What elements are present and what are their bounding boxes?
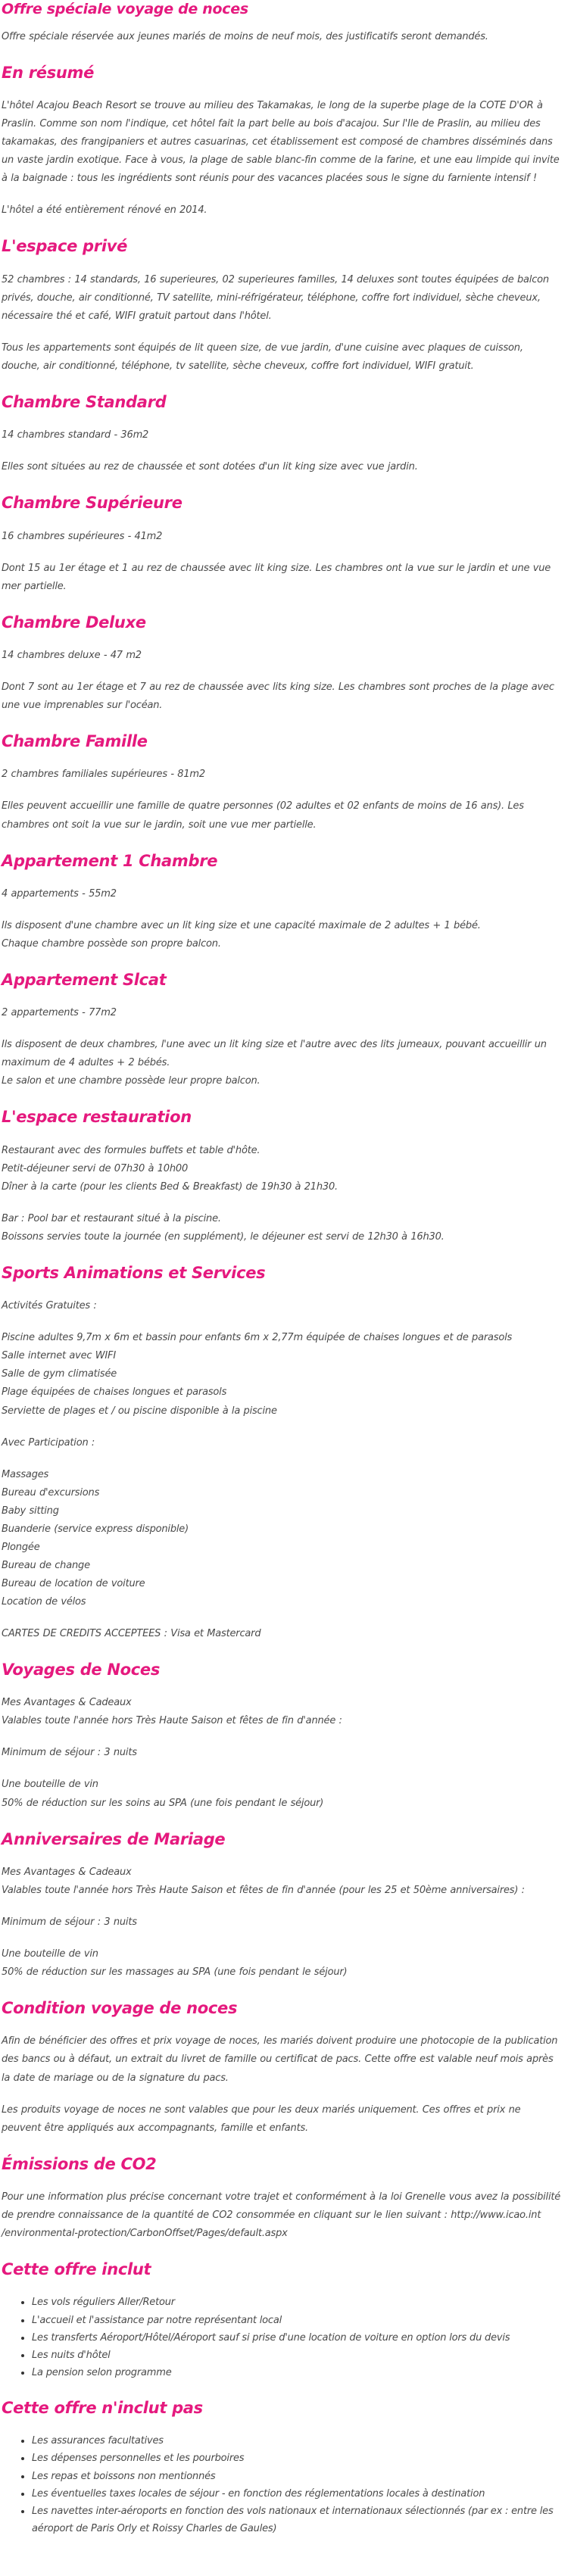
co2-text: Pour une information plus précise concernant votre trajet et conformément à la loi Grenelle vous avez la possibilité de prendre connaissance de la quantité de CO2 consommée en cliquant sur le lien suivant : http://www.icao.int /environmental-protection/CarbonOffset/Pages/default.aspx xyxy=(2,2191,561,2240)
restauration-line: Petit-déjeuner servi de 07h30 à 10h00 xyxy=(2,1162,189,1174)
anniversaires-line: 50% de réduction sur les massages au SPA (une fois pendant le séjour) xyxy=(2,1966,348,1979)
restauration-line: Dîner à la carte (pour les clients Bed & Breakfast) de 19h30 à 21h30. xyxy=(2,1180,338,1193)
anniversaires-section xyxy=(2,1829,562,1982)
appart2-count: 2 appartements - 77m2 xyxy=(2,1007,117,1019)
inclut-section xyxy=(2,2259,562,2381)
activite-payante: Massages xyxy=(2,1468,49,1480)
anniversaires-minimum: Minimum de séjour : 3 nuits xyxy=(2,1916,137,1928)
anniversaires-line: Valables toute l'année hors Très Haute Saison et fêtes de fin d'année (pour les 25 et 50ème anniversaires) : xyxy=(2,1884,525,1896)
activite-payante: Baby sitting xyxy=(2,1505,59,1517)
offre-section xyxy=(2,0,562,46)
activite-payante: Bureau d'excursions xyxy=(2,1486,100,1499)
resume-section xyxy=(2,63,562,220)
prive-section xyxy=(2,236,562,376)
inclut-title: Cette offre inclut xyxy=(2,2260,151,2279)
prive-chambres: 52 chambres : 14 standards, 16 superieures, 02 superieures familles, 14 deluxes sont toutes équipées de balcon privés, douche, air conditionné, TV satellite, mini-réfrigérateur, téléphone, coffre fort individuel, sèche cheveux, nécessaire thé et café, WIFI gratuit partout dans l'hôtel. xyxy=(2,273,549,322)
sports-participation-label: Avec Participation : xyxy=(2,1436,95,1449)
activite-gratuite: Salle internet avec WIFI xyxy=(2,1350,116,1362)
deluxe-section xyxy=(2,613,562,715)
famille-section xyxy=(2,731,562,834)
resume-renovation: L'hôtel a été entièrement rénové en 2014. xyxy=(2,204,207,217)
sports-gratuites-label: Activités Gratuites : xyxy=(2,1300,97,1312)
appart2-title: Appartement Slcat xyxy=(2,970,167,989)
ninclut-section xyxy=(2,2398,562,2537)
ninclut-list xyxy=(2,2432,562,2537)
sports-participation-list xyxy=(2,1466,562,1611)
appart1-count: 4 appartements - 55m2 xyxy=(2,887,117,900)
anniversaires-title: Anniversaires de Mariage xyxy=(2,1829,226,1848)
condition-justificatifs: Afin de bénéficier des offres et prix voyage de noces, les mariés doivent produire une photocopie de la publication des bancs ou à défaut, un extrait du livret de famille ou certificat de pacs. Cette offre est valable neuf mois après la date de mariage ou de la signature du pacs. xyxy=(2,2035,558,2084)
list-item: • Les repas et boissons non mentionnés xyxy=(32,2468,562,2485)
appart2-desc-line: Ils disposent de deux chambres, l'une avec un lit king size et l'autre avec des lits jumeaux, pouvant accueillir un maximum de 4 adultes + 2 bébés. xyxy=(2,1039,547,1069)
inclut-list xyxy=(2,2294,562,2381)
list-item: • Les vols réguliers Aller/Retour xyxy=(32,2294,562,2311)
list-item: • Les navettes inter-aéroports en fonction des vols nationaux et internationaux sélectionnés (par ex : entre les aéroport de Paris Orly et Roissy Charles de Gaules) xyxy=(32,2503,562,2537)
standard-count: 14 chambres standard - 36m2 xyxy=(2,429,149,441)
offre-title: Offre spéciale voyage de noces xyxy=(2,1,248,17)
activite-payante: Buanderie (service express disponible) xyxy=(2,1523,189,1535)
deluxe-title: Chambre Deluxe xyxy=(2,613,146,632)
activite-payante: Bureau de change xyxy=(2,1559,90,1571)
activite-gratuite: Serviette de plages et / ou piscine disponible à la piscine xyxy=(2,1405,277,1417)
condition-validite: Les produits voyage de noces ne sont valables que pour les deux mariés uniquement. Ces offres et prix ne peuvent être appliqués aux accompagnants, famille et enfants. xyxy=(2,2104,521,2134)
sports-title: Sports Animations et Services xyxy=(2,1264,266,1282)
voyages-line: 50% de réduction sur les soins au SPA (une fois pendant le séjour) xyxy=(2,1797,324,1809)
co2-title: Émissions de CO2 xyxy=(2,2154,157,2173)
activite-payante: Location de vélos xyxy=(2,1595,86,1608)
voyages-cadeaux xyxy=(2,1776,562,1812)
ninclut-title: Cette offre n'inclut pas xyxy=(2,2399,203,2417)
restauration-line: Restaurant avec des formules buffets et table d'hôte. xyxy=(2,1144,260,1156)
famille-title: Chambre Famille xyxy=(2,732,148,751)
list-item: • Les assurances facultatives xyxy=(32,2432,562,2450)
superieure-desc: Dont 15 au 1er étage et 1 au rez de chaussée avec lit king size. Les chambres ont la vue sur le jardin et une vue mer partielle. xyxy=(2,562,551,592)
resume-title: En résumé xyxy=(2,63,95,82)
sports-section xyxy=(2,1263,562,1643)
activite-gratuite: Salle de gym climatisée xyxy=(2,1368,117,1380)
appart2-section xyxy=(2,970,562,1090)
voyages-line: Valables toute l'année hors Très Haute Saison et fêtes de fin d'année : xyxy=(2,1715,342,1727)
restauration-line: Boissons servies toute la journée (en supplément), le déjeuner est servi de 12h30 à 16h30. xyxy=(2,1230,445,1243)
superieure-section xyxy=(2,493,562,595)
superieure-count: 16 chambres supérieures - 41m2 xyxy=(2,530,163,542)
voyages-line: Une bouteille de vin xyxy=(2,1779,98,1791)
prive-title: L'espace privé xyxy=(2,237,128,256)
appart2-desc-line: Le salon et une chambre possède leur propre balcon. xyxy=(2,1075,260,1087)
appart1-desc-line: Ils disposent d'une chambre avec un lit king size et une capacité maximale de 2 adultes + 1 bébé. xyxy=(2,919,481,931)
list-item: • L'accueil et l'assistance par notre représentant local xyxy=(32,2312,562,2329)
restauration-bar xyxy=(2,1210,562,1246)
voyages-title: Voyages de Noces xyxy=(2,1661,161,1679)
superieure-title: Chambre Supérieure xyxy=(2,494,182,513)
appart1-desc xyxy=(2,917,562,953)
activite-gratuite: Plage équipées de chaises longues et parasols xyxy=(2,1386,227,1399)
anniversaires-cadeaux xyxy=(2,1945,562,1982)
appart1-title: Appartement 1 Chambre xyxy=(2,851,218,870)
restauration-section xyxy=(2,1107,562,1246)
list-item: • Les éventuelles taxes locales de séjour - en fonction des réglementations locales à destination xyxy=(32,2485,562,2503)
condition-section xyxy=(2,1998,562,2138)
standard-title: Chambre Standard xyxy=(2,392,167,411)
famille-count: 2 chambres familiales supérieures - 81m2 xyxy=(2,769,205,781)
sports-gratuites-list xyxy=(2,1329,562,1420)
sports-cartes: CARTES DE CREDITS ACCEPTEES : Visa et Mastercard xyxy=(2,1628,261,1639)
anniversaires-avantages xyxy=(2,1863,562,1900)
activite-gratuite: Piscine adultes 9,7m x 6m et bassin pour enfants 6m x 2,77m équipée de chaises longues et de parasols xyxy=(2,1332,513,1344)
famille-desc: Elles peuvent accueillir une famille de quatre personnes (02 adultes et 02 enfants de moins de 16 ans). Les chambres ont soit la vue sur le jardin, soit une vue mer partielle. xyxy=(2,800,524,831)
list-item: • La pension selon programme xyxy=(32,2364,562,2381)
anniversaires-line: Mes Avantages & Cadeaux xyxy=(2,1866,132,1878)
voyages-avantages xyxy=(2,1694,562,1730)
restauration-repas xyxy=(2,1142,562,1196)
standard-section xyxy=(2,392,562,476)
activite-payante: Bureau de location de voiture xyxy=(2,1577,145,1589)
condition-title: Condition voyage de noces xyxy=(2,1999,238,2018)
voyages-minimum: Minimum de séjour : 3 nuits xyxy=(2,1747,137,1759)
co2-section xyxy=(2,2154,562,2243)
appart1-section xyxy=(2,851,562,953)
voyages-line: Mes Avantages & Cadeaux xyxy=(2,1697,132,1709)
list-item: • Les transferts Aéroport/Hôtel/Aéroport sauf si prise d'une location de voiture en option lors du devis xyxy=(32,2329,562,2347)
activite-payante: Plongée xyxy=(2,1541,40,1553)
restauration-title: L'espace restauration xyxy=(2,1108,192,1127)
offre-text: Offre spéciale réservée aux jeunes mariés de moins de neuf mois, des justificatifs seront demandés. xyxy=(2,30,488,42)
standard-desc: Elles sont situées au rez de chaussée et sont dotées d'un lit king size avec vue jardin. xyxy=(2,461,418,473)
resume-paragraph: L'hôtel Acajou Beach Resort se trouve au milieu des Takamakas, le long de la superbe plage de la COTE D'OR à Praslin. Comme son nom l'indique, cet hôtel fait la part belle au bois d'acajou. Sur l'Ile de Praslin, au milieu des takamakas, des frangipaniers et autres casuarinas, cet établissement est composé de chambres disséminés dans un vaste jardin exotique. Face à vous, la plage de sable blanc-fin comme de la farine, et une eau limpide qui invite à la baignade : tous les ingrédients sont réunis pour des vacances placées sous le signe du farniente intensif ! xyxy=(2,100,560,185)
appart2-desc xyxy=(2,1036,562,1090)
deluxe-desc: Dont 7 sont au 1er étage et 7 au rez de chaussée avec lits king size. Les chambres sont proches de la plage avec une vue imprenables sur l'océan. xyxy=(2,681,554,712)
list-item: • Les dépenses personnelles et les pourboires xyxy=(32,2450,562,2467)
voyages-section xyxy=(2,1660,562,1813)
prive-appartements: Tous les appartements sont équipés de lit queen size, de vue jardin, d'une cuisine avec plaques de cuisson, douche, air conditionné, téléphone, tv satellite, sèche cheveux, coffre fort individuel, WIFI gratuit. xyxy=(2,341,523,372)
anniversaires-line: Une bouteille de vin xyxy=(2,1948,98,1960)
list-item: • Les nuits d'hôtel xyxy=(32,2347,562,2364)
restauration-line: Bar : Pool bar et restaurant situé à la piscine. xyxy=(2,1212,221,1224)
deluxe-count: 14 chambres deluxe - 47 m2 xyxy=(2,649,142,661)
appart1-desc-line: Chaque chambre possède son propre balcon. xyxy=(2,937,221,950)
